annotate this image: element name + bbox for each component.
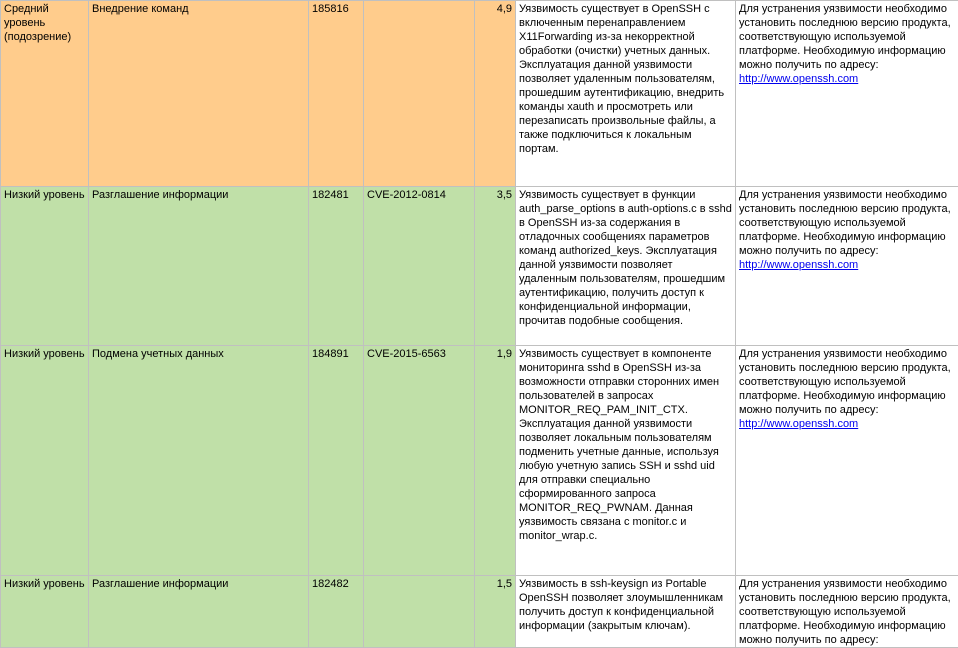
id-cell[interactable]: 182482 bbox=[309, 576, 364, 648]
cve-cell[interactable]: CVE-2015-6563 bbox=[364, 346, 475, 576]
vulnerability-type-cell[interactable]: Внедрение команд bbox=[89, 1, 309, 187]
remediation-text: Для устранения уязвимости необходимо установить последнюю версию продукта, соответствующую используемой платформе. Необходимую информацию можно получить по адресу: bbox=[739, 348, 951, 416]
table-row bbox=[1, 576, 958, 648]
remediation-text: Для устранения уязвимости необходимо установить последнюю версию продукта, соответствующую используемой платформе. Необходимую информацию можно получить по адресу: bbox=[739, 189, 951, 257]
description-cell[interactable]: Уязвимость в ssh-keysign из Portable OpenSSH позволяет злоумышленникам получить доступ к конфиденциальной информации (закрытым ключам). bbox=[516, 576, 736, 648]
cve-cell[interactable] bbox=[364, 576, 475, 648]
table-row bbox=[1, 187, 958, 346]
vulnerability-type-cell[interactable]: Подмена учетных данных bbox=[89, 346, 309, 576]
openssh-link[interactable]: http://www.openssh.com bbox=[739, 259, 858, 271]
severity-cell[interactable]: Низкий уровень bbox=[1, 187, 89, 346]
description-cell[interactable]: Уязвимость существует в OpenSSH с включенным перенаправлением X11Forwarding из-за некорректной обработки (очистки) учетных данных. Эксплуатация данной уязвимости позволяет удаленным пользователям, прошедшим аутентификацию, внедрить команды xauth и просмотреть или перезаписать произвольные файлы, а также подключиться к локальным портам. bbox=[516, 1, 736, 187]
severity-cell[interactable]: Средний уровень (подозрение) bbox=[1, 1, 89, 187]
remediation-cell[interactable] bbox=[736, 1, 958, 187]
table-row bbox=[1, 1, 958, 187]
openssh-link[interactable]: http://www.openssh.com bbox=[739, 418, 858, 430]
score-cell[interactable]: 3,5 bbox=[475, 187, 516, 346]
id-cell[interactable]: 182481 bbox=[309, 187, 364, 346]
openssh-link[interactable]: http://www.openssh.com bbox=[739, 73, 858, 85]
remediation-cell[interactable] bbox=[736, 576, 958, 648]
vulnerability-type-cell[interactable]: Разглашение информации bbox=[89, 576, 309, 648]
remediation-cell[interactable] bbox=[736, 346, 958, 576]
remediation-text: Для устранения уязвимости необходимо установить последнюю версию продукта, соответствующую используемой платформе. Необходимую информацию можно получить по адресу: bbox=[739, 578, 951, 646]
cve-cell[interactable]: CVE-2012-0814 bbox=[364, 187, 475, 346]
id-cell[interactable]: 185816 bbox=[309, 1, 364, 187]
severity-cell[interactable]: Низкий уровень bbox=[1, 576, 89, 648]
description-cell[interactable]: Уязвимость существует в функции auth_parse_options в auth-options.c в sshd в OpenSSH из-за содержания в отладочных сообщениях параметров команд authorized_keys. Эксплуатация данной уязвимости позволяет удаленным пользователям, прошедшим аутентификацию, получить доступ к конфиденциальной информации, прочитав подобные сообщения. bbox=[516, 187, 736, 346]
vulnerability-type-cell[interactable]: Разглашение информации bbox=[89, 187, 309, 346]
cve-cell[interactable] bbox=[364, 1, 475, 187]
score-cell[interactable]: 1,5 bbox=[475, 576, 516, 648]
severity-cell[interactable]: Низкий уровень bbox=[1, 346, 89, 576]
score-cell[interactable]: 1,9 bbox=[475, 346, 516, 576]
remediation-text: Для устранения уязвимости необходимо установить последнюю версию продукта, соответствующую используемой платформе. Необходимую информацию можно получить по адресу: bbox=[739, 3, 951, 71]
table-row bbox=[1, 346, 958, 576]
id-cell[interactable]: 184891 bbox=[309, 346, 364, 576]
description-cell[interactable]: Уязвимость существует в компоненте мониторинга sshd в OpenSSH из-за возможности отправки сторонних имен пользователей в запросах MONITOR_REQ_PAM_INIT_CTX. Эксплуатация данной уязвимости позволяет локальным пользователям подменить учетные данные, используя любую учетную запись SSH и sshd uid для отправки специально сформированного запроса MONITOR_REQ_PWNAM. Данная уязвимость связана с monitor.c и monitor_wrap.c. bbox=[516, 346, 736, 576]
remediation-cell[interactable] bbox=[736, 187, 958, 346]
score-cell[interactable]: 4,9 bbox=[475, 1, 516, 187]
